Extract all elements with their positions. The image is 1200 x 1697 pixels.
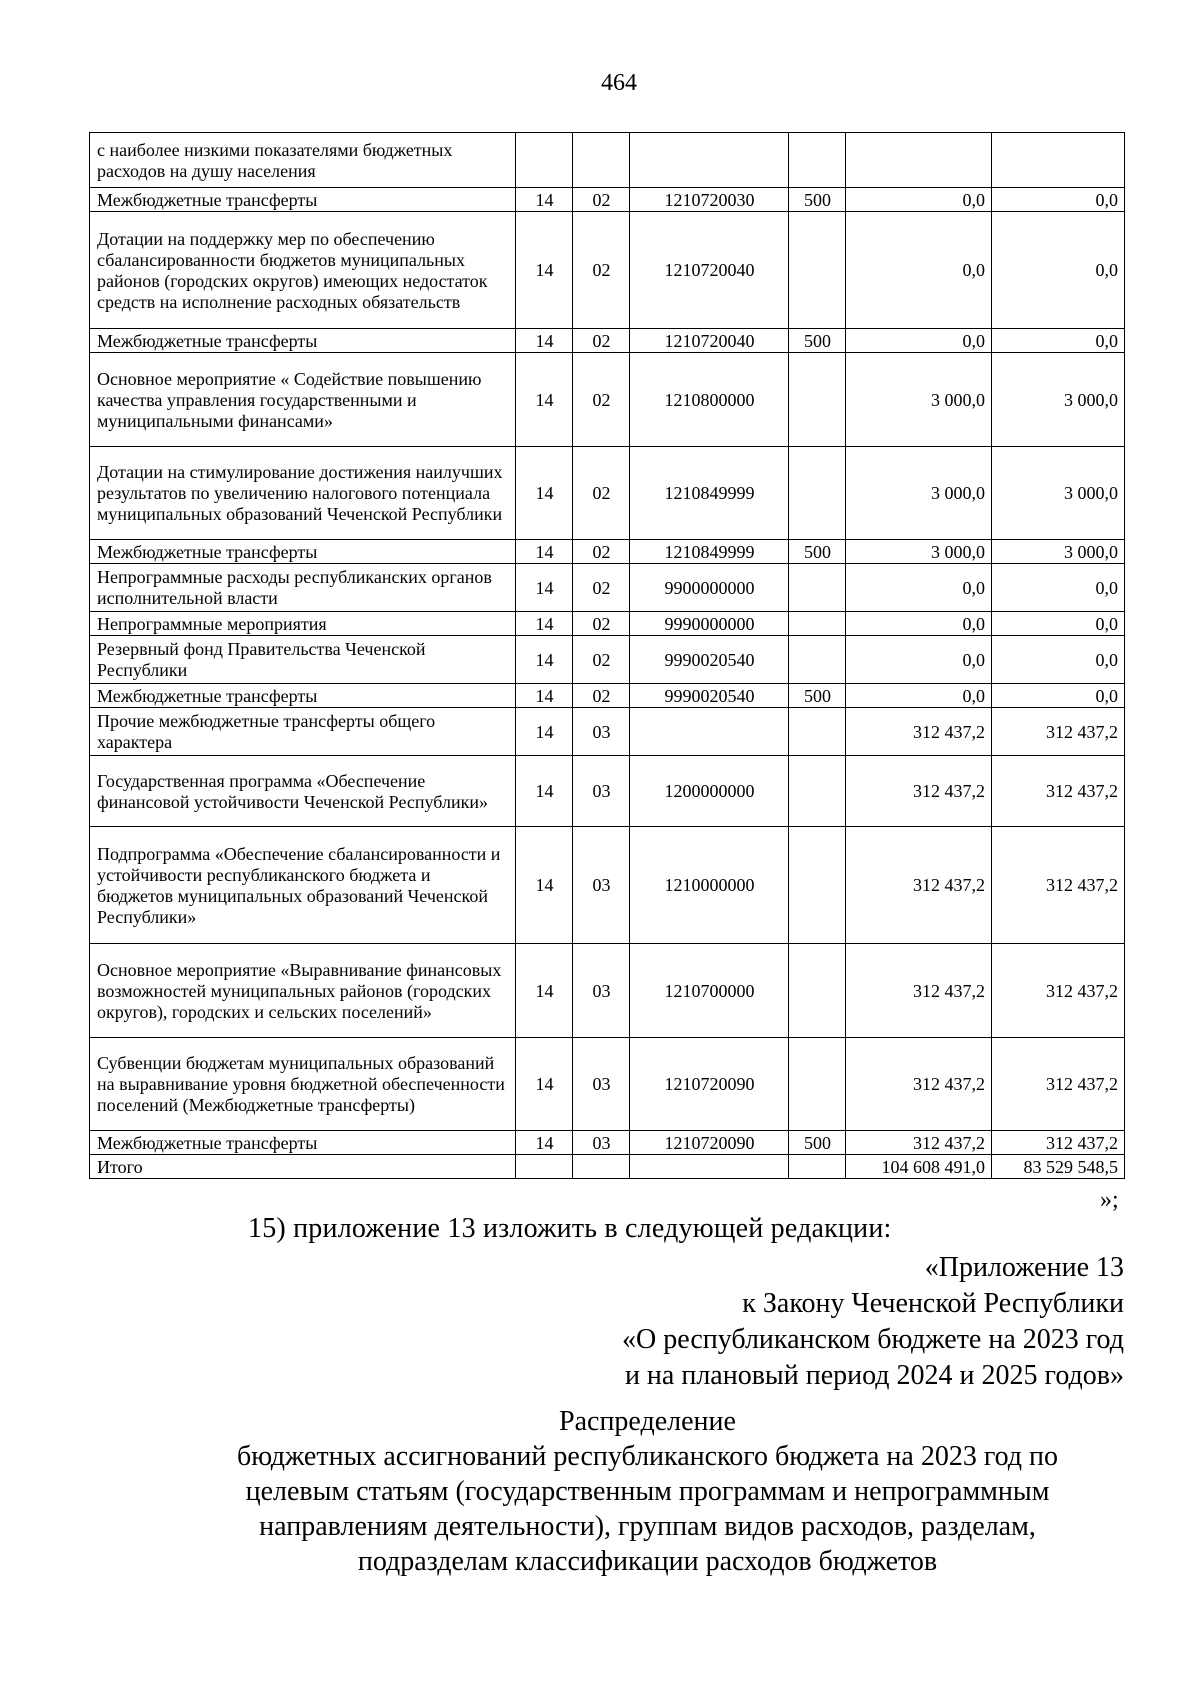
- table-row: [90, 756, 1125, 827]
- cell-target-article: [630, 133, 789, 188]
- cell-section: 14: [516, 612, 573, 636]
- table-row: [90, 447, 1125, 540]
- cell-amount-1: 312 437,2: [846, 944, 992, 1038]
- cell-amount-2: 0,0: [992, 564, 1125, 612]
- cell-amount-1: 3 000,0: [846, 353, 992, 447]
- page-number: 464: [601, 70, 637, 96]
- cell-section: 14: [516, 447, 573, 540]
- cell-name: Дотации на поддержку мер по обеспечению сбалансированности бюджетов муниципальных районов (городских округов) имеющих недостаток средств на исполнение расходных обязательств: [90, 212, 516, 329]
- cell-target-article: 1210800000: [630, 353, 789, 447]
- cell-subsection: 03: [573, 827, 630, 944]
- table-row: [90, 612, 1125, 636]
- cell-target-article: 1210720040: [630, 212, 789, 329]
- cell-subsection: 03: [573, 756, 630, 827]
- cell-amount-1: 3 000,0: [846, 447, 992, 540]
- cell-amount-2: 0,0: [992, 636, 1125, 684]
- cell-subsection: 03: [573, 708, 630, 756]
- cell-subsection: 02: [573, 636, 630, 684]
- budget-table-body: [90, 133, 1125, 1179]
- cell-subsection: 02: [573, 564, 630, 612]
- cell-section: [516, 1155, 573, 1179]
- table-row: [90, 133, 1125, 188]
- cell-section: 14: [516, 564, 573, 612]
- cell-subsection: 03: [573, 1131, 630, 1155]
- cell-subsection: [573, 1155, 630, 1179]
- cell-amount-1: 312 437,2: [846, 708, 992, 756]
- cell-name: Дотации на стимулирование достижения наилучших результатов по увеличению налогового потенциала муниципальных образований Чеченской Республики: [90, 447, 516, 540]
- cell-expense-type: [789, 447, 846, 540]
- cell-section: 14: [516, 636, 573, 684]
- cell-amount-1: 104 608 491,0: [846, 1155, 992, 1179]
- cell-target-article: 1210720040: [630, 329, 789, 353]
- cell-expense-type: [789, 612, 846, 636]
- cell-amount-1: [846, 133, 992, 188]
- cell-amount-2: 312 437,2: [992, 1131, 1125, 1155]
- cell-name: Основное мероприятие « Содействие повышению качества управления государственными и муниципальными финансами»: [90, 353, 516, 447]
- cell-amount-2: 83 529 548,5: [992, 1155, 1125, 1179]
- cell-name: Межбюджетные трансферты: [90, 329, 516, 353]
- cell-expense-type: [789, 1155, 846, 1179]
- cell-expense-type: 500: [789, 684, 846, 708]
- table-row: [90, 564, 1125, 612]
- cell-target-article: 1210720030: [630, 188, 789, 212]
- cell-subsection: 02: [573, 540, 630, 564]
- cell-target-article: 1210720090: [630, 1038, 789, 1131]
- cell-target-article: 1200000000: [630, 756, 789, 827]
- cell-section: 14: [516, 1131, 573, 1155]
- cell-amount-2: [992, 133, 1125, 188]
- cell-target-article: 9900000000: [630, 564, 789, 612]
- cell-amount-2: 3 000,0: [992, 353, 1125, 447]
- cell-amount-1: 312 437,2: [846, 1038, 992, 1131]
- cell-target-article: 1210849999: [630, 540, 789, 564]
- cell-name: Непрограммные мероприятия: [90, 612, 516, 636]
- cell-target-article: 1210700000: [630, 944, 789, 1038]
- cell-target-article: [630, 708, 789, 756]
- cell-amount-1: 0,0: [846, 329, 992, 353]
- cell-name: Прочие межбюджетные трансферты общего характера: [90, 708, 516, 756]
- table-row: [90, 636, 1125, 684]
- cell-section: 14: [516, 329, 573, 353]
- cell-name: Резервный фонд Правительства Чеченской Республики: [90, 636, 516, 684]
- cell-section: 14: [516, 756, 573, 827]
- cell-amount-1: 312 437,2: [846, 1131, 992, 1155]
- cell-expense-type: [789, 133, 846, 188]
- cell-section: 14: [516, 188, 573, 212]
- table-row: [90, 708, 1125, 756]
- cell-amount-2: 312 437,2: [992, 827, 1125, 944]
- appendix-header: [622, 1250, 1124, 1394]
- title-line: бюджетных ассигнований республиканского бюджета на 2023 год по: [236, 1441, 1059, 1472]
- cell-name: Непрограммные расходы республиканских органов исполнительной власти: [90, 564, 516, 612]
- cell-name: Межбюджетные трансферты: [90, 684, 516, 708]
- cell-section: [516, 133, 573, 188]
- cell-expense-type: [789, 636, 846, 684]
- cell-subsection: [573, 133, 630, 188]
- cell-expense-type: [789, 827, 846, 944]
- table-row: [90, 944, 1125, 1038]
- title-line: подразделам классификации расходов бюджетов: [357, 1546, 938, 1577]
- cell-amount-2: 3 000,0: [992, 447, 1125, 540]
- table-row: [90, 827, 1125, 944]
- table-row: [90, 188, 1125, 212]
- cell-expense-type: [789, 1038, 846, 1131]
- cell-amount-1: 0,0: [846, 612, 992, 636]
- table-row: [90, 353, 1125, 447]
- cell-target-article: 1210849999: [630, 447, 789, 540]
- cell-subsection: 02: [573, 188, 630, 212]
- cell-name: Подпрограмма «Обеспечение сбалансированности и устойчивости республиканского бюджета и бюджетов муниципальных образований Чеченской Республики»: [90, 827, 516, 944]
- cell-section: 14: [516, 708, 573, 756]
- cell-subsection: 02: [573, 329, 630, 353]
- table-row: [90, 329, 1125, 353]
- cell-section: 14: [516, 212, 573, 329]
- cell-subsection: 02: [573, 684, 630, 708]
- cell-amount-1: 0,0: [846, 188, 992, 212]
- cell-target-article: 9990000000: [630, 612, 789, 636]
- cell-target-article: 1210720090: [630, 1131, 789, 1155]
- cell-expense-type: [789, 756, 846, 827]
- cell-section: 14: [516, 353, 573, 447]
- appendix-line: «Приложение 13: [924, 1252, 1124, 1283]
- cell-section: 14: [516, 827, 573, 944]
- appendix-line: к Закону Чеченской Республики: [742, 1288, 1124, 1319]
- title-line: Распределение: [559, 1406, 736, 1437]
- table-row: [90, 212, 1125, 329]
- document-title: [155, 1404, 1140, 1579]
- cell-amount-2: 0,0: [992, 684, 1125, 708]
- cell-subsection: 03: [573, 944, 630, 1038]
- cell-subsection: 02: [573, 212, 630, 329]
- appendix-line: «О республиканском бюджете на 2023 год: [622, 1324, 1124, 1355]
- cell-amount-1: 312 437,2: [846, 827, 992, 944]
- cell-section: 14: [516, 1038, 573, 1131]
- cell-name: Основное мероприятие «Выравнивание финансовых возможностей муниципальных районов (городских округов), городских и сельских поселений»: [90, 944, 516, 1038]
- cell-amount-2: 0,0: [992, 188, 1125, 212]
- cell-target-article: [630, 1155, 789, 1179]
- amendment-item-15: 15) приложение 13 изложить в следующей редакции:: [248, 1213, 892, 1244]
- cell-subsection: 03: [573, 1038, 630, 1131]
- cell-name: с наиболее низкими показателями бюджетных расходов на душу населения: [90, 133, 516, 188]
- cell-expense-type: [789, 708, 846, 756]
- cell-target-article: 9990020540: [630, 636, 789, 684]
- table-row: [90, 1038, 1125, 1131]
- cell-amount-2: 0,0: [992, 329, 1125, 353]
- cell-amount-2: 3 000,0: [992, 540, 1125, 564]
- cell-expense-type: [789, 212, 846, 329]
- title-line: целевым статьям (государственным программам и непрограммным: [245, 1476, 1050, 1507]
- cell-amount-1: 312 437,2: [846, 756, 992, 827]
- cell-amount-2: 312 437,2: [992, 756, 1125, 827]
- cell-target-article: 1210000000: [630, 827, 789, 944]
- cell-expense-type: 500: [789, 1131, 846, 1155]
- cell-amount-1: 0,0: [846, 636, 992, 684]
- cell-amount-2: 312 437,2: [992, 708, 1125, 756]
- cell-amount-2: 0,0: [992, 612, 1125, 636]
- cell-section: 14: [516, 944, 573, 1038]
- cell-section: 14: [516, 684, 573, 708]
- title-line: направлениям деятельности), группам видов расходов, разделам,: [259, 1511, 1036, 1542]
- cell-section: 14: [516, 540, 573, 564]
- budget-table: [89, 132, 1125, 1179]
- cell-subsection: 02: [573, 612, 630, 636]
- cell-name: Итого: [90, 1155, 516, 1179]
- cell-amount-1: 0,0: [846, 564, 992, 612]
- closing-quote: »;: [1100, 1187, 1119, 1213]
- cell-expense-type: 500: [789, 188, 846, 212]
- cell-amount-1: 0,0: [846, 684, 992, 708]
- cell-amount-1: 3 000,0: [846, 540, 992, 564]
- cell-name: Межбюджетные трансферты: [90, 188, 516, 212]
- cell-amount-2: 312 437,2: [992, 1038, 1125, 1131]
- cell-expense-type: 500: [789, 329, 846, 353]
- appendix-line: и на плановый период 2024 и 2025 годов»: [624, 1360, 1124, 1391]
- cell-name: Межбюджетные трансферты: [90, 540, 516, 564]
- cell-name: Субвенции бюджетам муниципальных образований на выравнивание уровня бюджетной обеспеченности поселений (Межбюджетные трансферты): [90, 1038, 516, 1131]
- cell-expense-type: 500: [789, 540, 846, 564]
- table-row: [90, 540, 1125, 564]
- cell-name: Государственная программа «Обеспечение финансовой устойчивости Чеченской Республики»: [90, 756, 516, 827]
- cell-subsection: 02: [573, 353, 630, 447]
- table-row: [90, 1131, 1125, 1155]
- cell-expense-type: [789, 353, 846, 447]
- table-row: [90, 1155, 1125, 1179]
- table-row: [90, 684, 1125, 708]
- cell-amount-2: 0,0: [992, 212, 1125, 329]
- cell-expense-type: [789, 944, 846, 1038]
- cell-target-article: 9990020540: [630, 684, 789, 708]
- cell-amount-2: 312 437,2: [992, 944, 1125, 1038]
- cell-name: Межбюджетные трансферты: [90, 1131, 516, 1155]
- cell-expense-type: [789, 564, 846, 612]
- cell-subsection: 02: [573, 447, 630, 540]
- cell-amount-1: 0,0: [846, 212, 992, 329]
